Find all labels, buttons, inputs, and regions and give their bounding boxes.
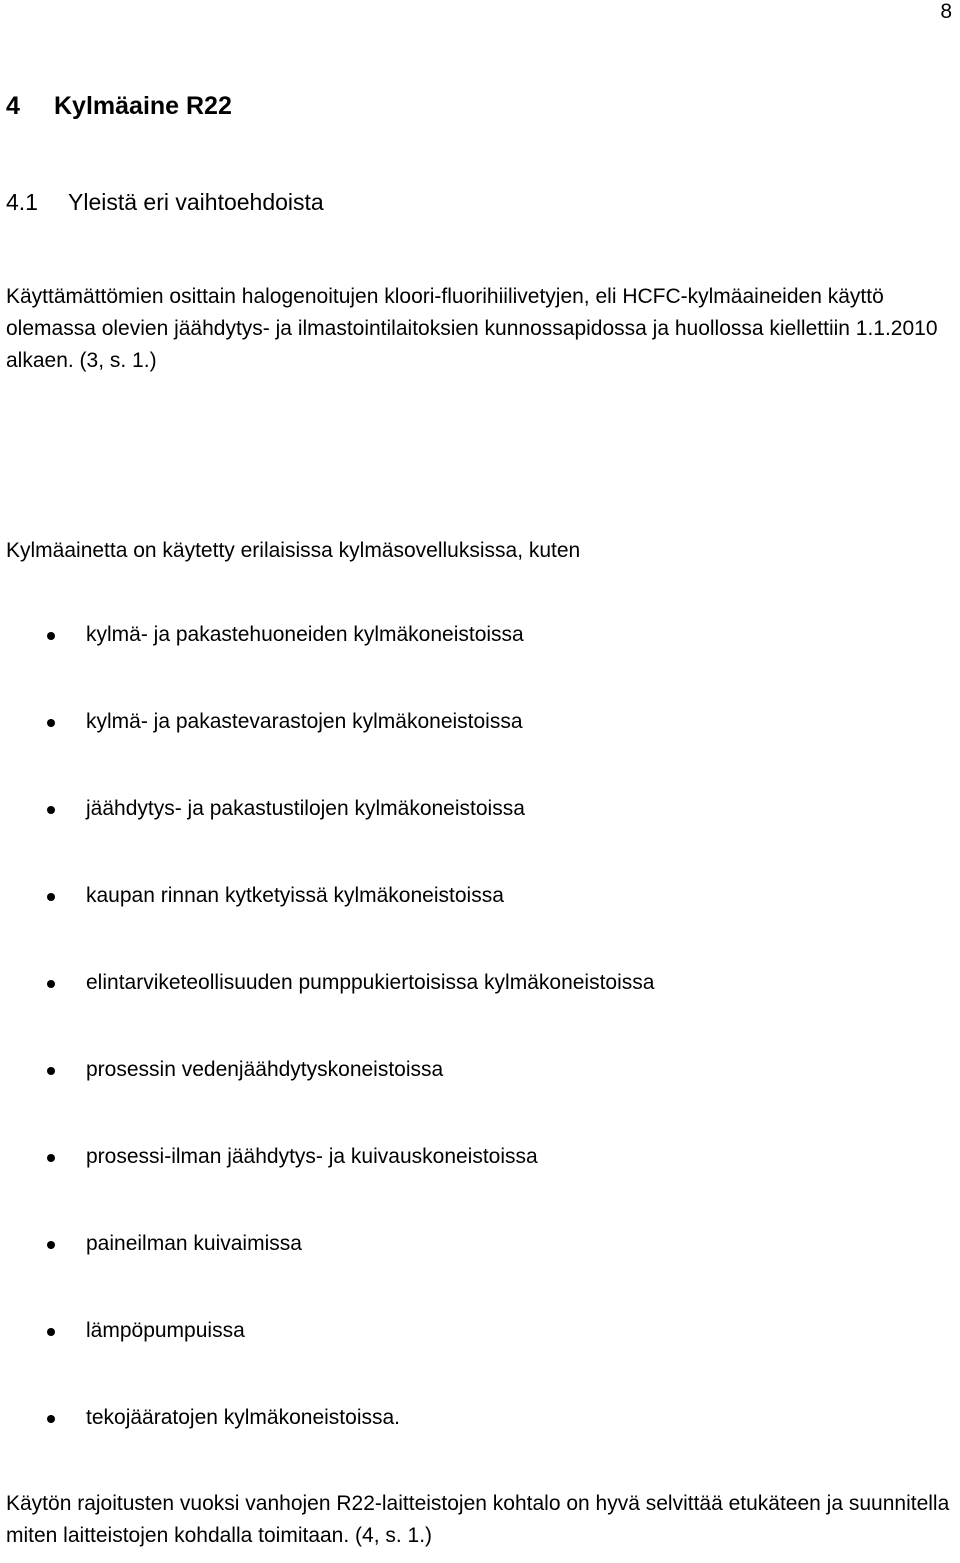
bullet-icon — [47, 806, 55, 814]
uses-bullet-list — [0, 618, 960, 1488]
bullet-icon — [47, 719, 55, 727]
list-item-text: kaupan rinnan kytketyissä kylmäkoneistoissa — [86, 884, 504, 907]
list-item-text: jäähdytys- ja pakastustilojen kylmäkoneistoissa — [86, 797, 525, 820]
bullet-icon — [47, 980, 55, 988]
bullet-icon — [47, 1067, 55, 1075]
list-item — [0, 705, 960, 792]
closing-paragraph: Käytön rajoitusten vuoksi vanhojen R22-laitteistojen kohtalo on hyvä selvittää etukäteen ja suunnitella miten laitteistojen kohdalla toimitaan. (4, s. 1.) — [6, 1492, 950, 1547]
list-item — [0, 792, 960, 879]
list-item — [0, 1314, 960, 1401]
section-title: Yleistä eri vaihtoehdoista — [68, 189, 324, 215]
list-item-text: paineilman kuivaimissa — [86, 1232, 302, 1255]
list-item — [0, 1140, 960, 1227]
section-heading — [6, 186, 324, 218]
bullet-icon — [47, 1328, 55, 1336]
section-number: 4.1 — [6, 189, 38, 215]
list-item — [0, 1401, 960, 1488]
list-item — [0, 879, 960, 966]
list-item-text: elintarviketeollisuuden pumppukiertoisissa kylmäkoneistoissa — [86, 971, 655, 994]
page-number: 8 — [940, 0, 952, 23]
list-item-text: kylmä- ja pakastevarastojen kylmäkoneistoissa — [86, 710, 523, 733]
list-item — [0, 1053, 960, 1140]
bullet-icon — [47, 1241, 55, 1249]
bullet-icon — [47, 893, 55, 901]
list-item — [0, 618, 960, 705]
list-item — [0, 966, 960, 1053]
list-item-text: prosessi-ilman jäähdytys- ja kuivauskoneistoissa — [86, 1145, 538, 1168]
intro-paragraph: Käyttämättömien osittain halogenoitujen kloori-fluorihiilivetyjen, eli HCFC-kylmäaineiden käyttö olemassa olevien jäähdytys- ja ilmastointilaitoksien kunnossapidossa ja huollossa kiellettiin 1.1.2010 alkaen. (3, s. 1.) — [6, 285, 938, 372]
list-item-text: prosessin vedenjäähdytyskoneistoissa — [86, 1058, 444, 1081]
chapter-heading — [6, 89, 232, 123]
bullet-icon — [47, 1415, 55, 1423]
list-item-text: lämpöpumpuissa — [86, 1319, 245, 1342]
chapter-number: 4 — [6, 92, 20, 120]
list-item-text: tekojääratojen kylmäkoneistoissa. — [86, 1406, 400, 1429]
uses-lead-paragraph: Kylmäainetta on käytetty erilaisissa kylmäsovelluksissa, kuten — [6, 539, 581, 562]
chapter-title: Kylmäaine R22 — [54, 92, 232, 120]
list-item-text: kylmä- ja pakastehuoneiden kylmäkoneistoissa — [86, 623, 524, 646]
bullet-icon — [47, 1154, 55, 1162]
list-item — [0, 1227, 960, 1314]
bullet-icon — [47, 632, 55, 640]
